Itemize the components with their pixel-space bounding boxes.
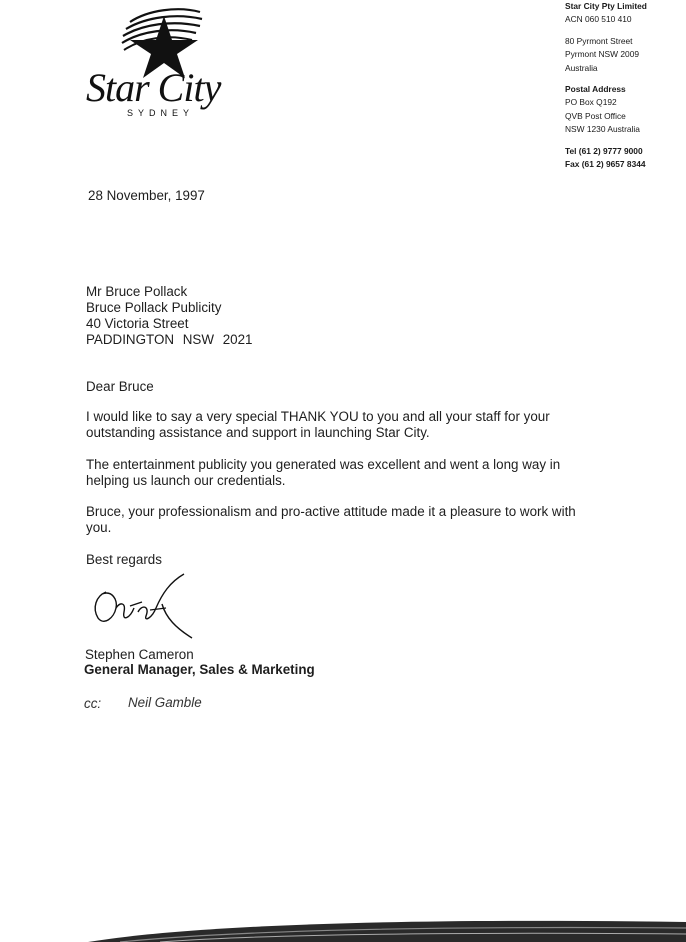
postal-line: PO Box Q192 (565, 97, 617, 108)
logo-wordmark: Star City (86, 65, 221, 110)
street-line: Pyrmont NSW 2009 (565, 49, 640, 60)
postal-line: QVB Post Office (565, 110, 626, 121)
paragraph: The entertainment publicity you generated was excellent and went a long way in helping us launch our credentials. (86, 457, 561, 488)
company-fax: Fax (61 2) 9657 8344 (565, 159, 646, 170)
company-details (565, 0, 683, 171)
footer-wave-decoration (0, 910, 686, 942)
postal-heading: Postal Address (565, 84, 626, 95)
street-line: 80 Pyrmont Street (565, 35, 633, 46)
signer-name: Stephen Cameron (85, 647, 194, 662)
street-line: Australia (565, 62, 598, 73)
company-name: Star City Pty Limited (565, 1, 647, 11)
postal-line: NSW 1230 Australia (565, 124, 640, 135)
closing: Best regards (86, 552, 162, 567)
letter-date: 28 November, 1997 (88, 188, 205, 203)
cc-label: cc: (84, 696, 102, 711)
salutation: Dear Bruce (86, 379, 154, 394)
paragraph: Bruce, your professionalism and pro-active attitude made it a pleasure to work with you. (86, 504, 576, 535)
paragraph: I would like to say a very special THANK YOU to you and all your staff for your outstanding assistance and support in launching Star City. (86, 409, 550, 440)
cc-name: Neil Gamble (128, 695, 202, 710)
company-acn: ACN 060 510 410 (565, 14, 632, 25)
signer-title: General Manager, Sales & Marketing (84, 662, 315, 677)
company-tel: Tel (61 2) 9777 9000 (565, 145, 643, 156)
star-city-logo (78, 2, 238, 124)
recipient-line: Bruce Pollack Publicity (86, 300, 222, 315)
recipient-line: 40 Victoria Street (86, 316, 189, 331)
recipient-line: PADDINGTON NSW 2021 (86, 332, 253, 347)
recipient-address (86, 284, 253, 348)
signature (86, 568, 206, 644)
recipient-line: Mr Bruce Pollack (86, 284, 188, 299)
logo-sydney: SYDNEY (127, 108, 195, 118)
